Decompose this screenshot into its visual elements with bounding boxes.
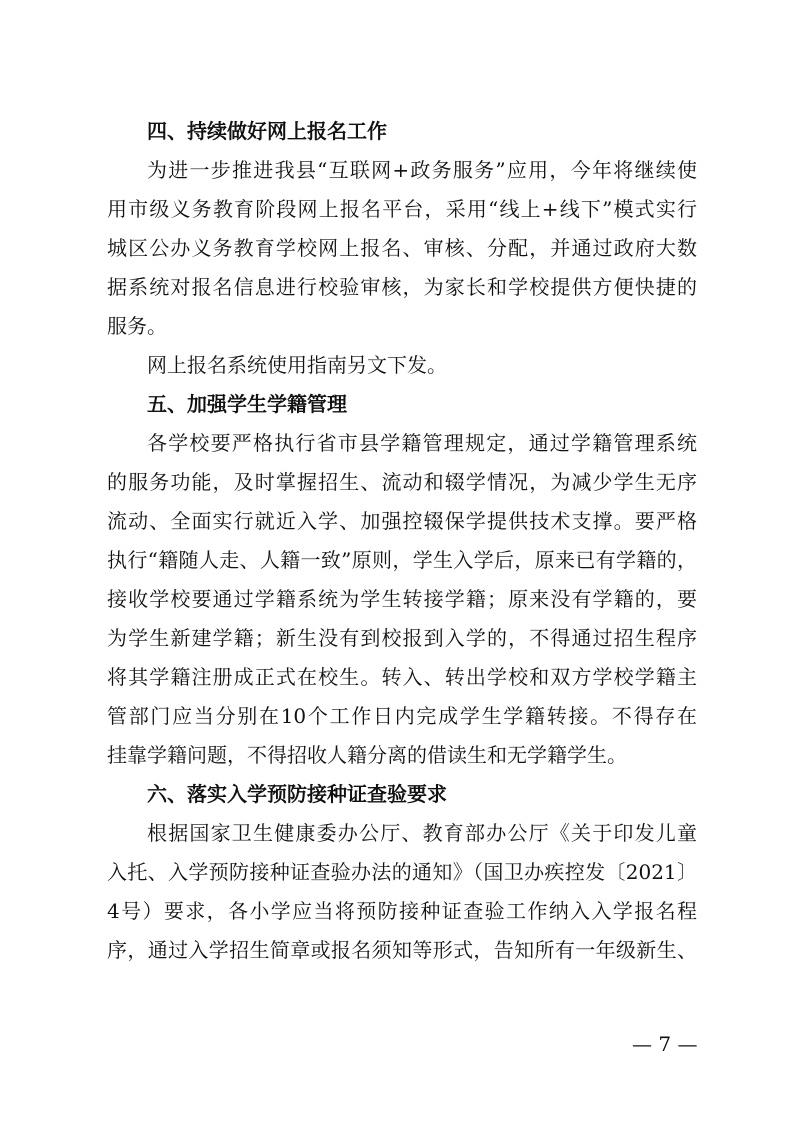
text-line: 序，通过入学招生简章或报名须知等形式，告知所有一年级新生、 (107, 938, 697, 962)
text-line: 管部门应当分别在10个工作日内完成学生学籍转接。不得存在 (107, 704, 697, 728)
paragraph (107, 151, 697, 346)
text-line: 据系统对报名信息进行校验审核，为家长和学校提供方便快捷的 (107, 275, 697, 299)
text-line: 执行“籍随人走、人籍一致”原则，学生入学后，原来已有学籍的， (107, 548, 697, 572)
section-heading: 五、加强学生学籍管理 (147, 392, 347, 416)
text-line: 入托、入学预防接种证查验办法的通知》（国卫办疾控发〔2021〕 (107, 860, 697, 884)
text-line: 各学校要严格执行省市县学籍管理规定，通过学籍管理系统 (147, 431, 697, 455)
text-line: 网上报名系统使用指南另文下发。 (147, 353, 447, 377)
text-line: 将其学籍注册成正式在校生。转入、转出学校和双方学校学籍主 (107, 665, 697, 689)
text-line: 4号）要求，各小学应当将预防接种证查验工作纳入入学报名程 (107, 899, 697, 923)
paragraph (107, 346, 697, 385)
section-heading: 四、持续做好网上报名工作 (147, 119, 387, 143)
text-line: 根据国家卫生健康委办公厅、教育部办公厅《关于印发儿童 (147, 821, 697, 845)
text-line: 用市级义务教育阶段网上报名平台，采用“线上+线下”模式实行 (107, 197, 697, 221)
text-line: 接收学校要通过学籍系统为学生转接学籍；原来没有学籍的，要 (107, 587, 697, 611)
text-line: 服务。 (107, 314, 167, 338)
text-line: 城区公办义务教育学校网上报名、审核、分配，并通过政府大数 (107, 236, 697, 260)
text-line: 为进一步推进我县“互联网+政务服务”应用，今年将继续使 (147, 158, 697, 182)
text-line: 流动、全面实行就近入学、加强控辍保学提供技术支撑。要严格 (107, 509, 697, 533)
document-body (107, 112, 697, 970)
text-line: 为学生新建学籍；新生没有到校报到入学的，不得通过招生程序 (107, 626, 697, 650)
paragraph (107, 424, 697, 775)
text-line: 的服务功能，及时掌握招生、流动和辍学情况，为减少学生无序 (107, 470, 697, 494)
text-line: 挂靠学籍问题，不得招收人籍分离的借读生和无学籍学生。 (107, 743, 627, 767)
section-heading: 六、落实入学预防接种证查验要求 (147, 782, 447, 806)
paragraph (107, 814, 697, 970)
page-number: — 7 — (632, 1032, 698, 1056)
